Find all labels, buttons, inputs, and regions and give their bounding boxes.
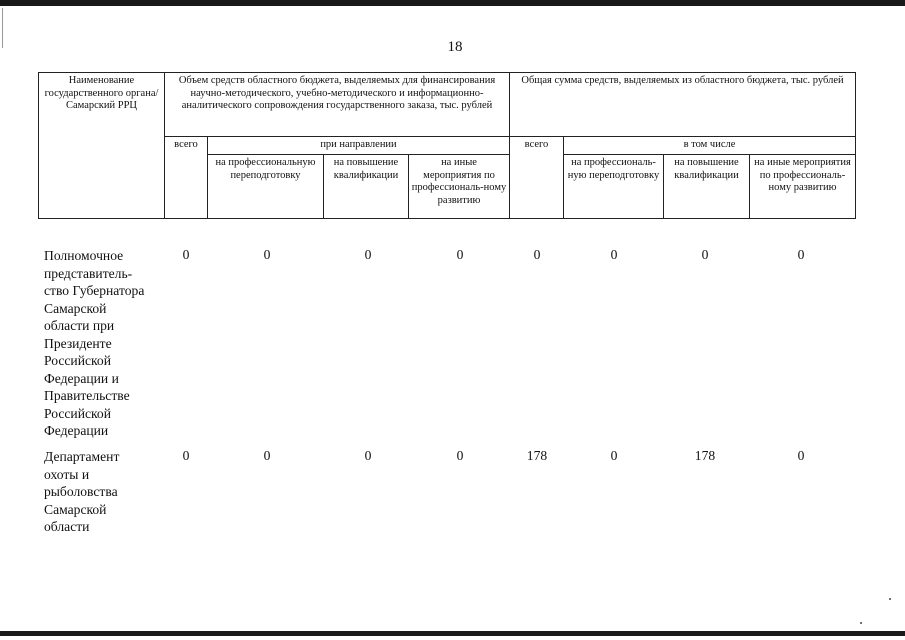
row-2-g1-qualification: 0 xyxy=(364,448,372,463)
row-2-g2-other: 0 xyxy=(797,448,805,463)
header-group-funding-support: Объем средств областного бюджета, выделяемых для финансирования научно-методического, учебно-методического и информационно-аналитического сопровождения государственного заказа, тыс. рублей xyxy=(165,73,510,137)
row-2-name: Департамент охоты и рыболовства Самарской области xyxy=(44,449,120,534)
scan-speck xyxy=(889,598,891,600)
page-number: 18 xyxy=(447,39,463,55)
row-1-name: Полномочное представитель- ство Губернатора Самарской области при Президенте Российской Федерации и Правительстве Российской Федерации xyxy=(44,248,145,438)
header-g1-retraining: на профессиональную переподготовку xyxy=(208,155,324,219)
row-1-g1-retraining: 0 xyxy=(263,247,271,262)
row-1-g2-retraining: 0 xyxy=(610,247,618,262)
row-2-g1-other: 0 xyxy=(456,448,464,463)
scan-margin-mark xyxy=(2,8,3,48)
bottom-border xyxy=(0,631,905,636)
scan-speck xyxy=(860,622,862,624)
row-2-g2-retraining: 0 xyxy=(610,448,618,463)
header-including: в том числе xyxy=(564,137,856,155)
header-name-column: Наименование государственного органа/Самарский РРЦ xyxy=(39,73,165,219)
row-1-g1-qualification: 0 xyxy=(364,247,372,262)
top-border xyxy=(0,0,905,6)
row-2-total-1: 0 xyxy=(182,448,190,463)
row-2-total-2: 178 xyxy=(526,448,548,463)
row-1-g1-other: 0 xyxy=(456,247,464,262)
header-g2-other: на иные мероприятия по профессиональ-ному развитию xyxy=(750,155,856,219)
header-g2-retraining: на профессиональ-ную переподготовку xyxy=(564,155,664,219)
header-g1-qualification: на повышение квалификации xyxy=(324,155,409,219)
row-2-g1-retraining: 0 xyxy=(263,448,271,463)
header-total-1: всего xyxy=(165,137,208,219)
header-by-direction: при направлении xyxy=(208,137,510,155)
header-g1-other: на иные мероприятия по профессиональ-ному развитию xyxy=(409,155,510,219)
header-g2-qualification: на повышение квалификации xyxy=(664,155,750,219)
header-group-total-funds: Общая сумма средств, выделяемых из областного бюджета, тыс. рублей xyxy=(510,73,856,137)
row-1-g2-qualification: 0 xyxy=(701,247,709,262)
row-2-g2-qualification: 178 xyxy=(694,448,716,463)
row-1-total-1: 0 xyxy=(182,247,190,262)
header-total-2: всего xyxy=(510,137,564,219)
table-header xyxy=(38,72,856,219)
row-1-g2-other: 0 xyxy=(797,247,805,262)
row-1-total-2: 0 xyxy=(533,247,541,262)
